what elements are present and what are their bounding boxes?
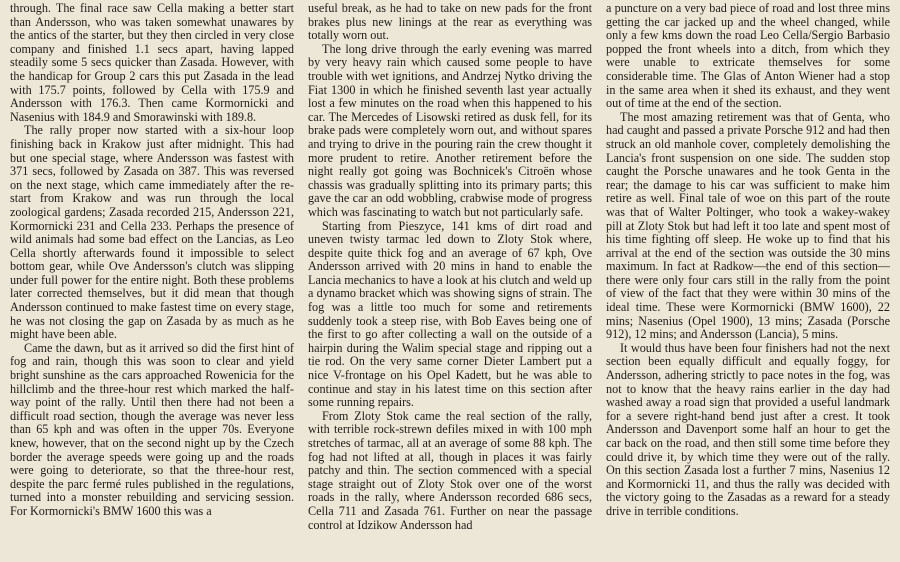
paragraph: The rally proper now started with a six-hour loop finishing back in Krakow just after midnight. This had but one special stage, where Andersson was fastest with 371 secs, followed by Zasada on 387. This was reversed on the next stage, which came immediately after the re-start from Krakow and was run through the local zoological gardens; Zasada recorded 215, Andersson 221, Kormornicki 231 and Cella 233. Perhaps the presence of wild animals had some bad effect on the Lancias, as Leo Cella shortly afterwards found it impossible to select bottom gear, while Ove Andersson's clutch was slipping under full power for the entire night. Both these problems later corrected themselves, but it did mean that though Andersson continued to make fastest time on every stage, he was not closing the gap on Zasada by as much as he might have been able.	[10, 123, 294, 342]
paragraph: through. The final race saw Cella making a better start than Andersson, who was taken somewhat unawares by the antics of the starter, but they then circled in very close company and finished 1.1 secs apart, having lapped steadily some 5 secs quicker than Zasada. However, with the handicap for Group 2 cars this put Zasada in the lead with 175.7 points, followed by Cella with 175.9 and Andersson with 176.3. Then came Kormornicki and Nasenius with 184.9 and Smorawinski with 189.8.	[10, 2, 294, 124]
paragraph: Starting from Pieszyce, 141 kms of dirt road and uneven twisty tarmac led down to Zloty Stok where, despite quite thick fog and an average of 67 kph, Ove Andersson arrived with 20 mins in hand to enable the Lancia mechanics to have a look at his clutch and weld up a dynamo bracket which was showing signs of strain. The fog was a little too much for some and retirements suddenly took a steep rise, with Bob Eaves being one of the first to go after collecting a wall on the outside of a hairpin during the Walim special stage and ripping out a tie rod. On the very same corner Dieter Lambert put a nice V-frontage on his Opel Kadett, but he was able to continue and stay in his latest time on this section after some running repairs.	[308, 218, 592, 410]
text-column-1	[10, 2, 294, 562]
paragraph: It would thus have been four finishers had not the next section been equally difficult and equally foggy, for Andersson, adhering strictly to pace notes in the fog, was not to know that the heavy rains earlier in the day had washed away a road sign that provided a useful landmark for a severe right-hand bend just after a crest. It took Andersson and Davenport some half an hour to get the car back on the road, and then still some time before they could drive it, by which time they were out of the rally. On this section Zasada lost a further 7 mins, Nasenius 12 and Kormornicki 11, and thus the rally was decided with the victory going to the Zasadas as a reward for a steady drive in terrible conditions.	[606, 340, 890, 518]
paragraph: useful break, as he had to take on new pads for the front brakes plus new linings at the rear as everything was totally worn out.	[308, 2, 592, 43]
paragraph: The long drive through the early evening was marred by very heavy rain which caused some people to have trouble with wet ignitions, and Andrzej Nytko driving the Fiat 1300 in which he finished seventh last year actually lost a few minutes on the road when this happened to his car. The Mercedes of Lisowski retired as dusk fell, for its brake pads were completely worn out, and without spares and trying to drive in the pouring rain the crew thought it more prudent to retire. Another retirement before the night really got going was Bochnicek's Citroën whose chassis was gradually splitting into its primary parts; this gave the car an odd wobbling, crabwise mode of progress which was fascinating to watch but not particularly safe.	[308, 41, 592, 219]
paragraph: From Zloty Stok came the real section of the rally, with terrible rock-strewn defiles mixed in with 100 mph stretches of tarmac, all at an average of some 88 kph. The fog had not lifted at all, though in places it was fairly patchy and thin. The section commenced with a special stage straight out of Zloty Stok over one of the worst roads in the rally, where Andersson recorded 686 secs, Cella 711 and Zasada 761. Further on near the passage control at Idzikow Andersson had	[308, 408, 592, 532]
text-column-2	[308, 2, 592, 562]
paragraph: a puncture on a very bad piece of road and lost three mins getting the car jacked up and the wheel changed, while only a few kms down the road Leo Cella/Sergio Barbasio popped the front wheels into a ditch, from which they were unable to extricate themselves for some considerable time. The Glas of Anton Wiener had a stop in the same area when it shed its exhaust, and they went out of time at the end of the section.	[606, 2, 890, 111]
paragraph: The most amazing retirement was that of Genta, who had caught and passed a private Porsche 912 and had then struck an old manhole cover, completely demolishing the Lancia's front suspension on one side. The sudden stop caught the Porsche unawares and he took Genta in the rear; the damage to his car was sufficient to make him retire as well. Final tale of woe on this part of the route was that of Walter Poltinger, who took a wakey-wakey pill at Zloty Stok but had left it too late and spent most of his time fighting off sleep. He woke up to find that his arrival at the end of the section was outside the 30 mins maximum. In fact at Radkow—the end of this section—there were only four cars still in the rally from the point of view of the fact that they were within 30 mins of the ideal time. These were Kormornicki (BMW 1600), 22 mins; Nasenius (Opel 1900), 13 mins; Zasada (Porsche 912), 12 mins; and Andersson (Lancia), 5 mins.	[606, 109, 890, 342]
text-column-3	[606, 2, 890, 562]
paragraph: Came the dawn, but as it arrived so did the first hint of fog and rain, though this was soon to clear and yield bright sunshine as the cars approached Rowenicia for the hillclimb and the three-hour rest which marked the half-way point of the rally. Until then there had not been a difficult road section, though the average was never less than 65 kph and was often in the upper 70s. Everyone knew, however, that on the second night up by the Czech border the average speeds were going up and the roads were going to deteriorate, so that the three-hour rest, despite the parc fermé rules published in the regulations, turned into a monster rebuilding and servicing session. For Kormornicki's BMW 1600 this was a	[10, 340, 294, 518]
